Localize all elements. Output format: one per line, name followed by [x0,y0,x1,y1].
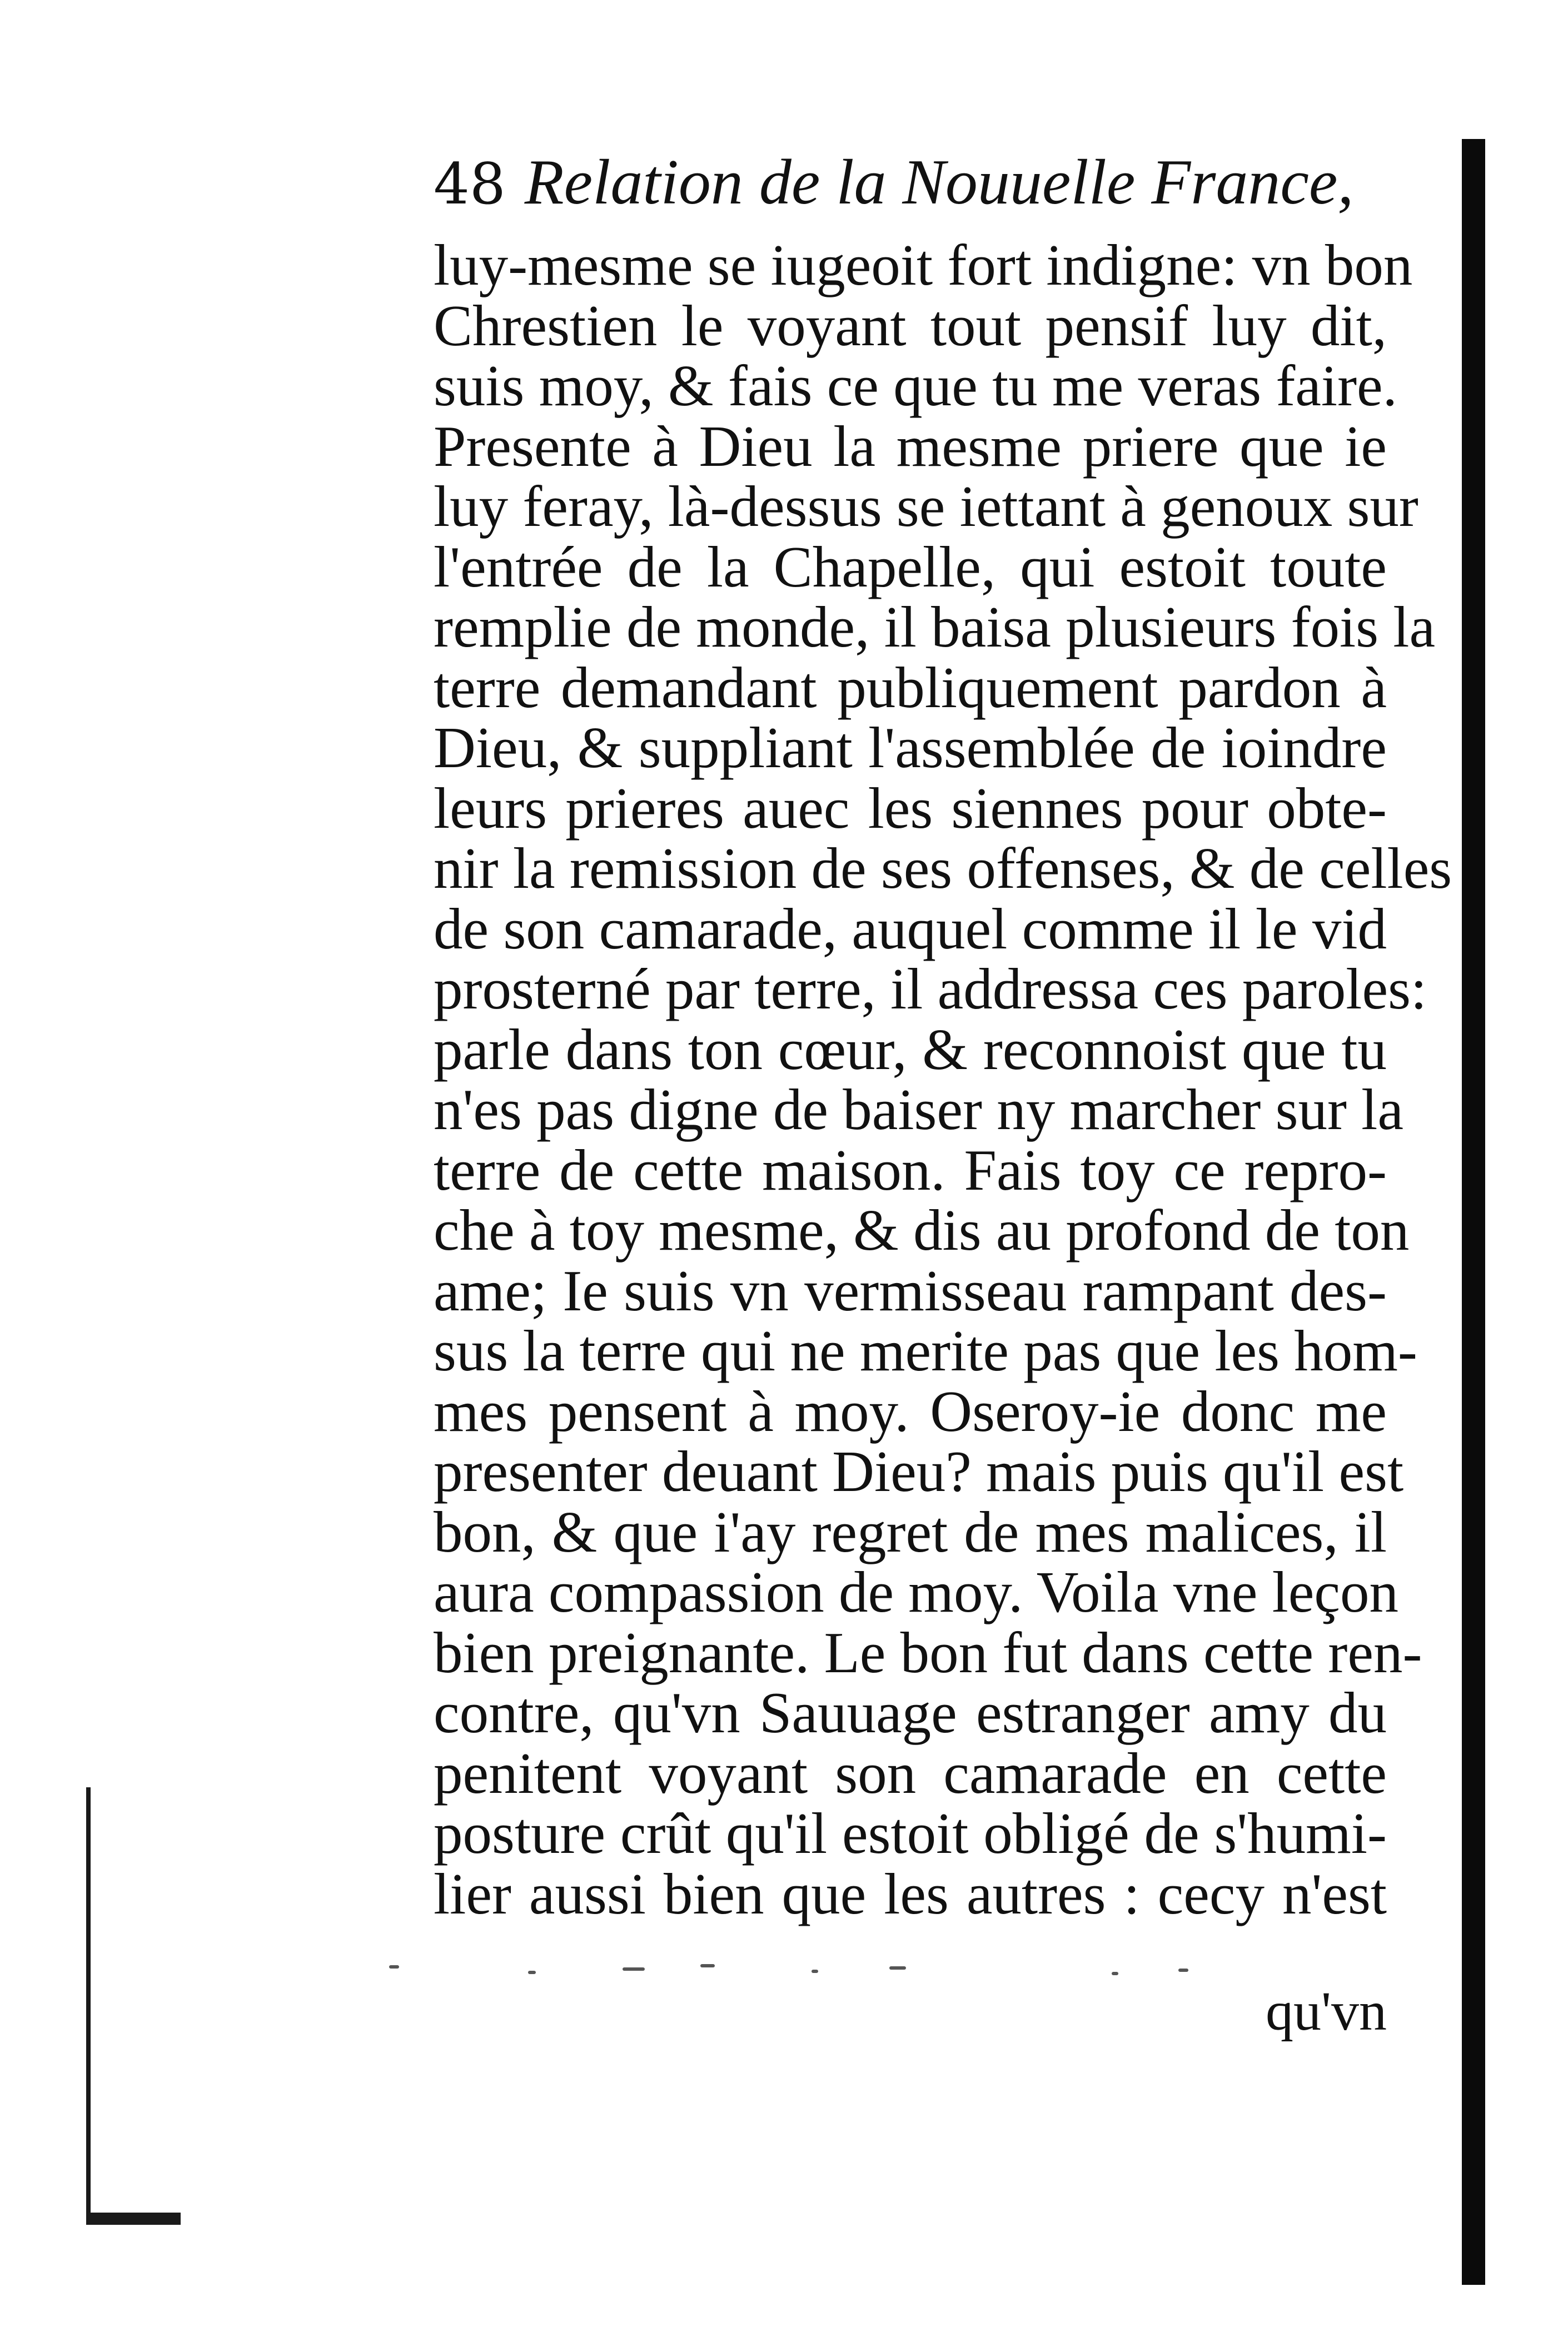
text-line: luy feray, là-dessus se iettant à genoux sur [434,474,1418,539]
text-line: sus la terre qui ne merite pas que les hom- [434,1318,1417,1383]
text-line: posture crût qu'il estoit obligé de s'humi- [434,1801,1387,1866]
text-line: suis moy, & fais ce que tu me veras faire. [434,353,1397,418]
text-line: che à toy mesme, & dis au profond de ton [434,1197,1410,1263]
page-edge-shadow [1462,139,1485,2285]
page-fold-line [86,1787,91,2221]
text-line: leurs prieres auec les siennes pour obte- [434,775,1387,841]
text-line: nir la remission de ses offenses, & de celles [434,836,1452,901]
text-line: remplie de monde, il baisa plusieurs fois la [434,594,1436,659]
catchword: qu'vn [1265,1980,1387,2042]
text-line: l'entrée de la Chapelle, qui estoit toute [434,534,1387,599]
text-line: bien preignante. Le bon fut dans cette ren- [434,1619,1422,1685]
running-title: Relation de la Nouuelle France, [524,147,1354,218]
page-fold-corner [86,2213,181,2225]
page-header [434,147,1354,218]
page-number: 48 [434,151,506,217]
text-line: Dieu, & suppliant l'assemblée de ioindre [434,715,1387,780]
body-text [434,232,1452,1926]
text-line: terre de cette maison. Fais toy ce repro- [434,1137,1387,1202]
text-line: Presente à Dieu la mesme priere que ie [434,413,1387,479]
text-line: penitent voyant son camarade en cette [434,1740,1387,1806]
text-line: mes pensent à moy. Oseroy-ie donc me [434,1378,1387,1444]
text-line: terre demandant publiquement pardon à [434,654,1387,720]
text-line: de son camarade, auquel comme il le vid [434,896,1387,961]
text-line: presenter deuant Dieu? mais puis qu'il est [434,1439,1404,1504]
text-line: parle dans ton cœur, & reconnoist que tu [434,1016,1387,1082]
text-line: bon, & que i'ay regret de mes malices, il [434,1499,1387,1564]
text-line: prosterné par terre, il addressa ces paroles: [434,956,1427,1021]
text-line: lier aussi bien que les autres : cecy n'est [434,1861,1387,1926]
text-line: Chrestien le voyant tout pensif luy dit, [434,292,1387,358]
text-line: aura compassion de moy. Voila vne leçon [434,1559,1398,1624]
text-line: n'es pas digne de baiser ny marcher sur la [434,1077,1403,1142]
text-line: ame; Ie suis vn vermisseau rampant des- [434,1258,1387,1323]
text-line: luy-mesme se iugeoit fort indigne: vn bon [434,232,1413,297]
text-line: contre, qu'vn Sauuage estranger amy du [434,1680,1387,1745]
show-through-marks [389,1960,1334,1982]
